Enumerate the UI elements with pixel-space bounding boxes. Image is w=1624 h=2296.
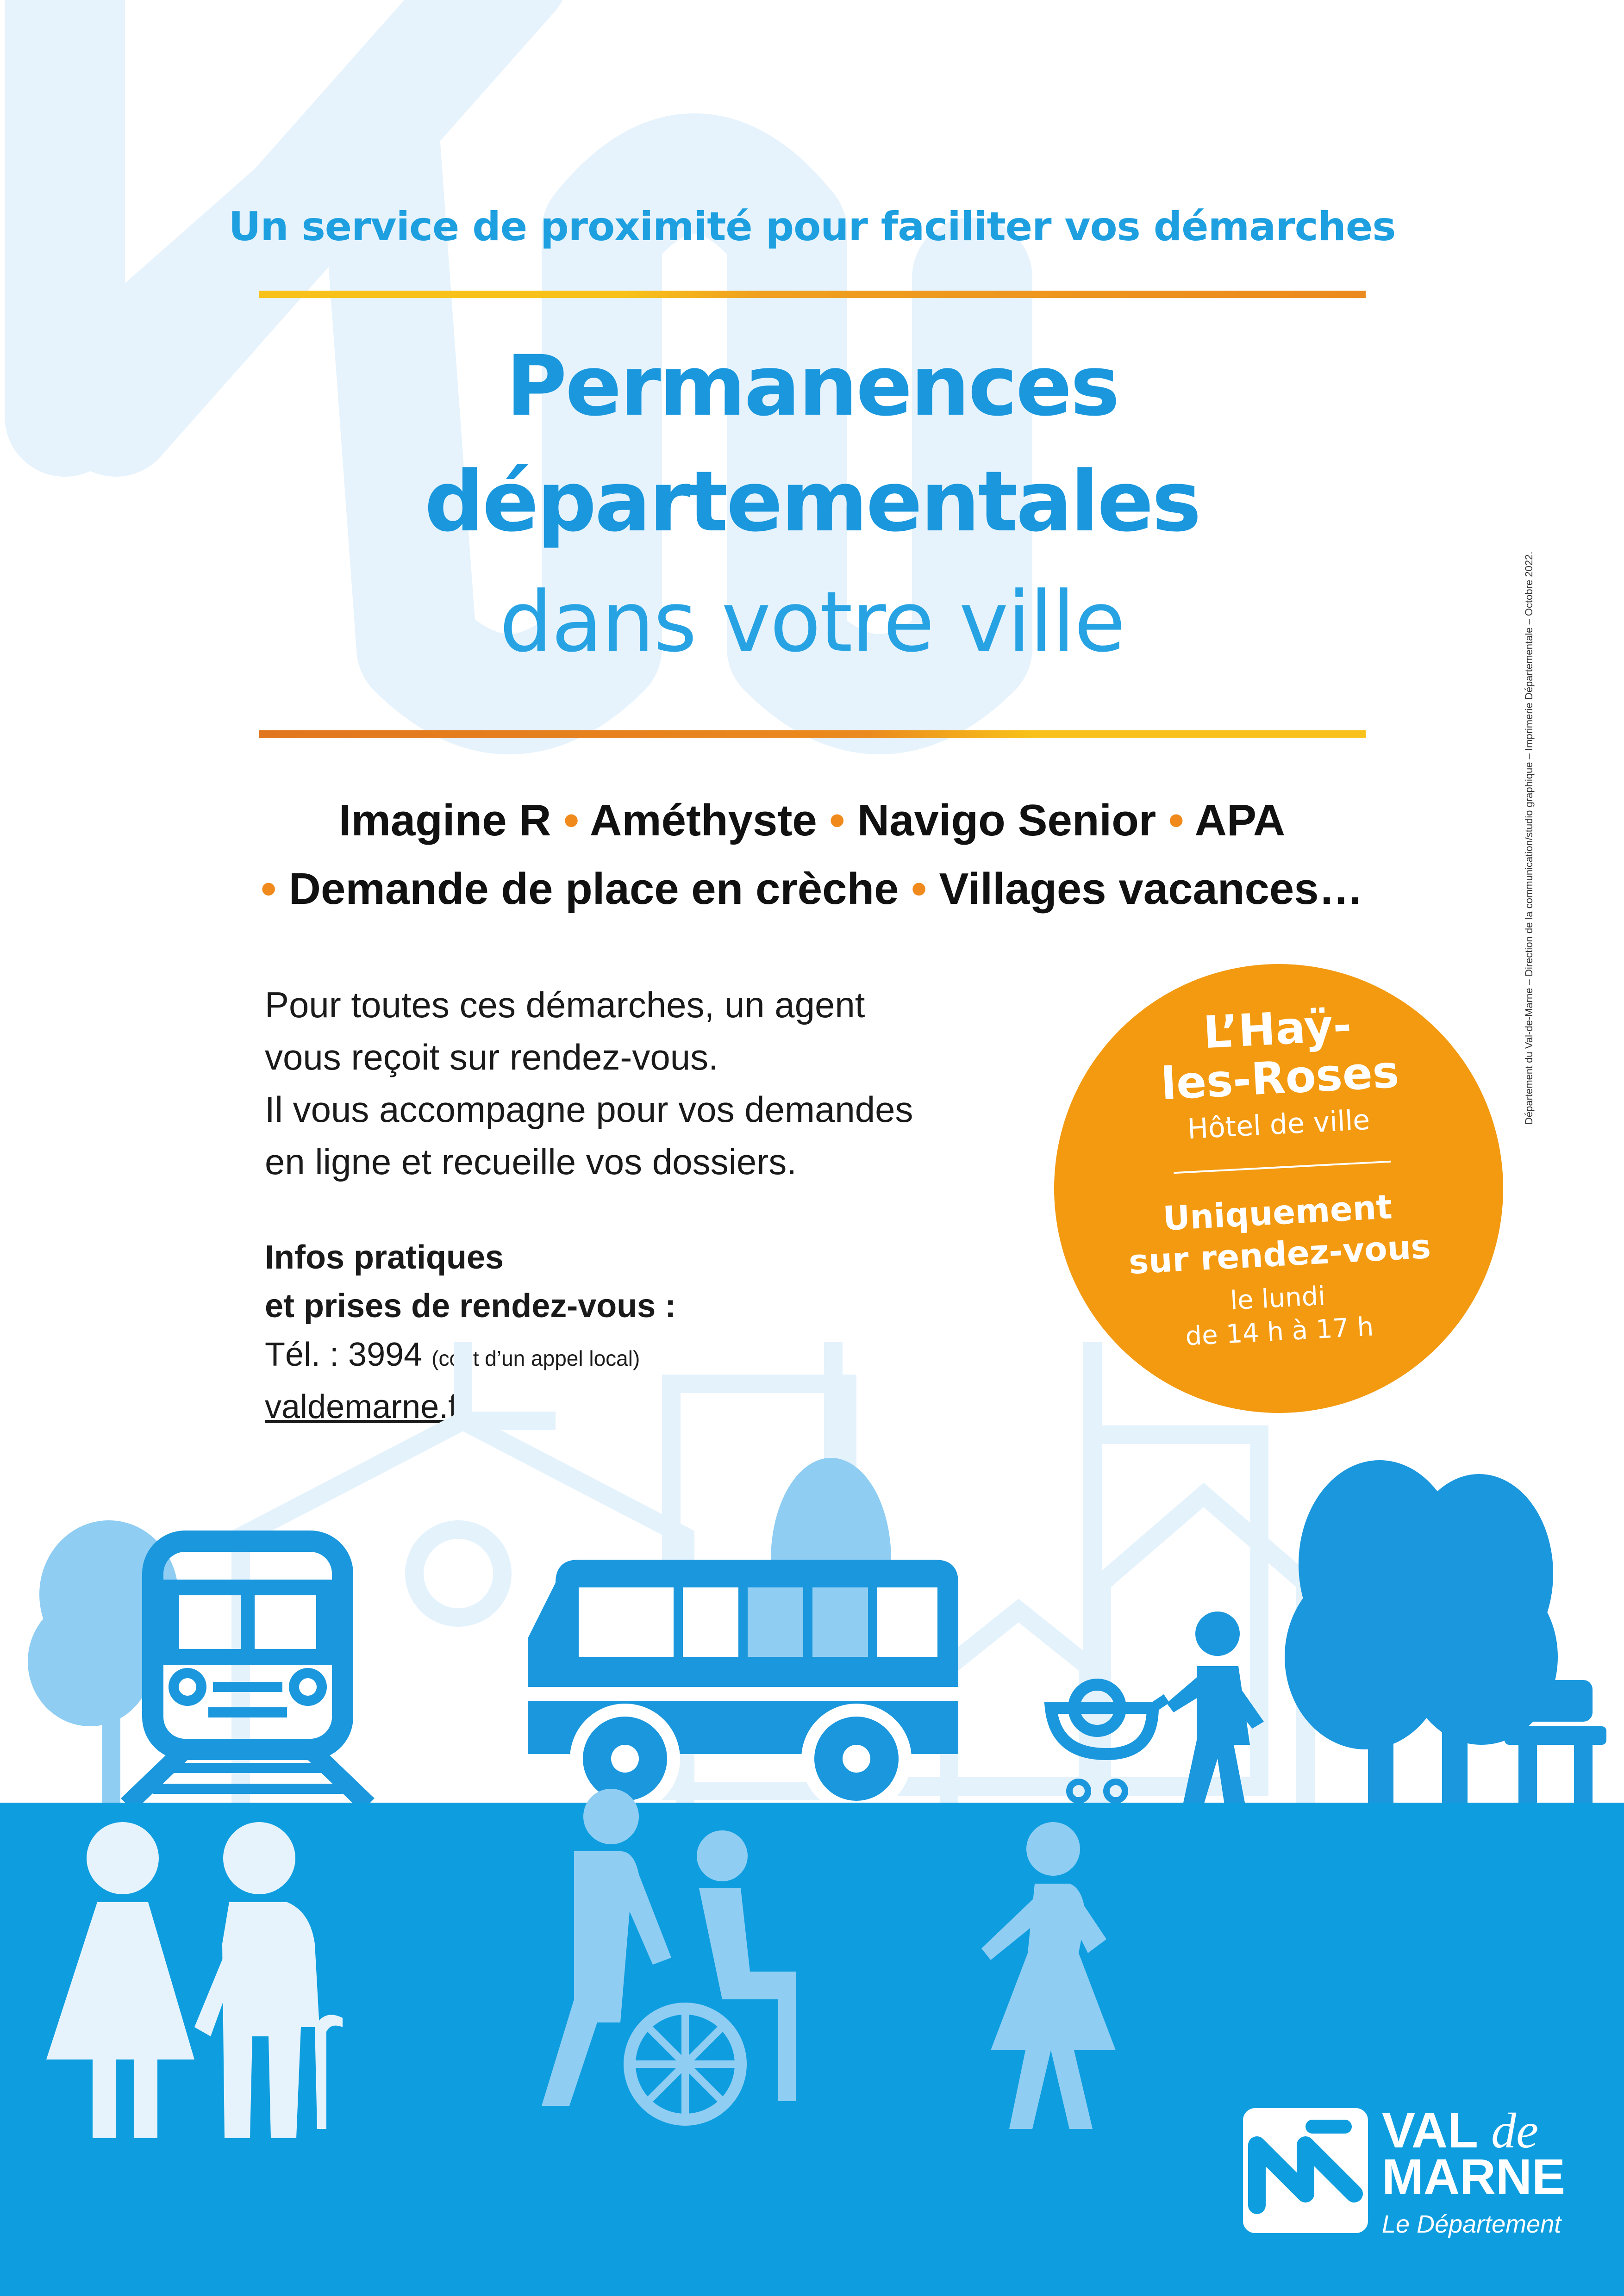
logo-de: de [1491,2103,1538,2159]
services-line-1 [0,795,1624,846]
phone-note: (coût d’un appel local) [431,1346,640,1370]
intro-line: vous reçoit sur rendez-vous. [265,1037,718,1077]
website-link[interactable]: valdemarne.fr [265,1388,469,1425]
badge-city-line-1: L’Haÿ- [1202,999,1353,1059]
badge-day: le lundi [1229,1281,1326,1316]
title-line-3: dans votre ville [499,574,1125,671]
bullet-dot: • [563,796,579,845]
badge-note-line-1: Uniquement [1162,1187,1393,1238]
bullet-dot: • [1168,796,1184,845]
intro-paragraph [265,979,1052,1188]
logo-text-departement: Le Département [1382,2210,1562,2238]
service-item: Navigo Senior [857,796,1156,845]
service-item: APA [1194,796,1286,845]
badge-hours: de 14 h à 17 h [1185,1312,1374,1352]
service-item: Améthyste [589,796,817,845]
bullet-dot: • [261,864,276,914]
credits-text: Département du Val-de-Marne – Direction de la communication/studio graphique – Imprimerie Départementale – Octobre 2022. [1523,551,1535,1125]
title-line-1: Permanences [506,338,1118,435]
intro-line: en ligne et recueille vos dossiers. [265,1141,797,1182]
info-heading-2: et prises de rendez-vous : [265,1288,676,1325]
badge-place: Hôtel de ville [1187,1103,1371,1146]
tree-trunk [102,1629,120,1805]
services-line-2 [0,864,1624,915]
service-item: Imagine R [338,796,551,845]
service-item: Villages vacances… [939,864,1363,914]
service-item: Demande de place en crèche [288,864,899,914]
bullet-dot: • [911,864,927,914]
info-heading-1: Infos pratiques [265,1239,504,1276]
bottom-divider [259,730,1366,738]
badge-note-line-2: sur rendez-vous [1128,1226,1432,1282]
logo-val: VAL [1382,2102,1478,2158]
val-de-marne-logo-icon [1243,2108,1368,2233]
intro-line: Il vous accompagne pour vos demandes [265,1089,913,1130]
intro-line: Pour toutes ces démarches, un agent [265,984,865,1025]
logo-text-marne: MARNE [1382,2148,1565,2204]
title-line-2: départementales [424,454,1200,550]
badge-city-line-2: les-Roses [1160,1045,1400,1110]
bullet-dot: • [829,796,845,845]
top-divider [259,291,1366,298]
tagline: Un service de proximité pour faciliter vos démarches [228,204,1396,250]
phone-number: Tél. : 3994 [265,1336,423,1373]
bus-icon [528,1560,958,1807]
illustration-scene [0,1342,1624,2296]
